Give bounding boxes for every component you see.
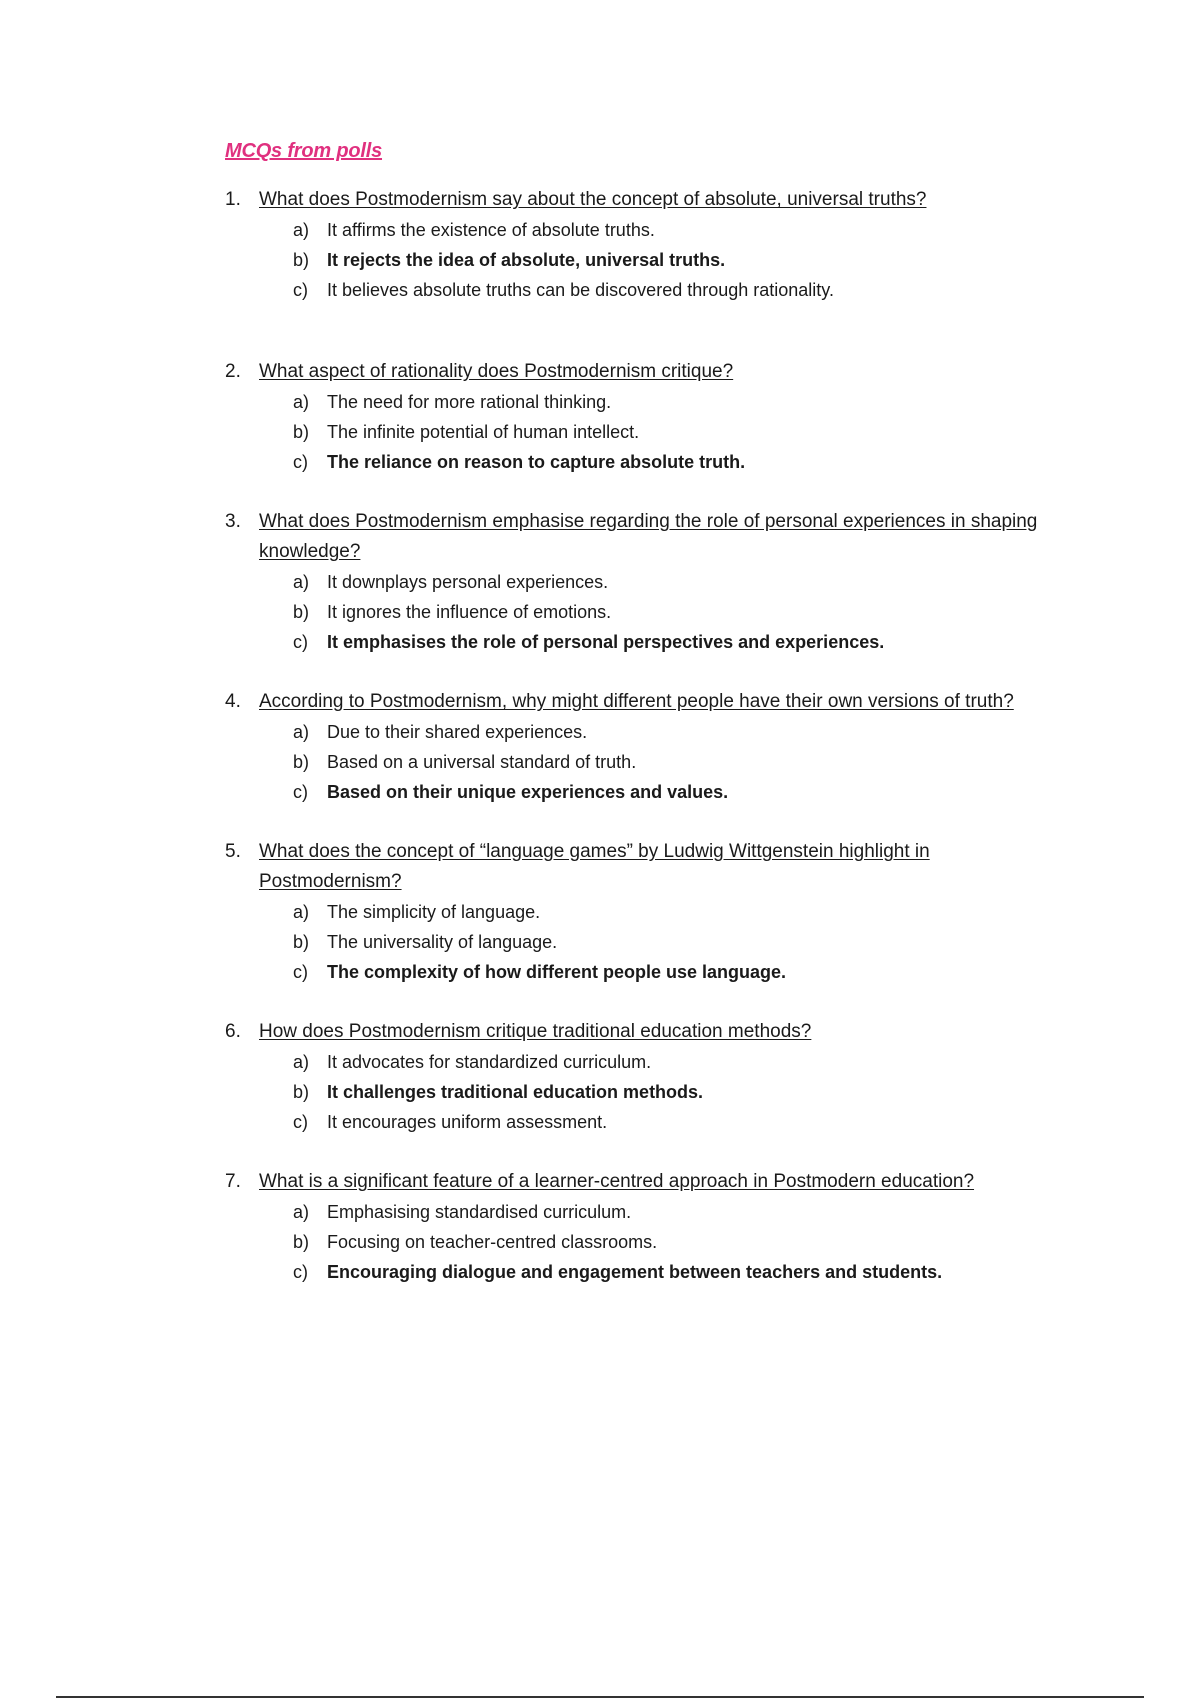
option-text: The complexity of how different people use language. [327, 962, 787, 982]
option-text: The infinite potential of human intellect. [327, 422, 640, 442]
option-letter: a) [293, 220, 310, 240]
option-b [293, 747, 1045, 777]
question-7 [225, 1167, 1045, 1287]
question-number: 1. [225, 189, 241, 210]
option-list [259, 215, 1045, 305]
option-letter: a) [293, 1202, 310, 1222]
option-letter: c) [293, 962, 308, 982]
option-b [293, 597, 1045, 627]
option-letter: c) [293, 280, 308, 300]
option-text: It believes absolute truths can be discovered through rationality. [327, 280, 834, 300]
option-letter: b) [293, 250, 310, 270]
option-c [293, 1107, 1045, 1137]
option-a [293, 897, 1045, 927]
option-letter: a) [293, 1052, 310, 1072]
question-number: 5. [225, 841, 241, 862]
option-text: Based on a universal standard of truth. [327, 752, 637, 772]
option-list [259, 1047, 1045, 1137]
option-text: Focusing on teacher-centred classrooms. [327, 1232, 658, 1252]
question-number: 3. [225, 511, 241, 532]
question-4 [225, 687, 1045, 807]
option-text: It advocates for standardized curriculum. [327, 1052, 652, 1072]
question-number: 7. [225, 1171, 241, 1192]
option-c-correct [293, 447, 1045, 477]
option-text: The universality of language. [327, 932, 558, 952]
option-b-correct [293, 1077, 1045, 1107]
option-text: Based on their unique experiences and values. [327, 782, 729, 802]
option-text: Due to their shared experiences. [327, 722, 588, 742]
option-a [293, 215, 1045, 245]
question-number: 4. [225, 691, 241, 712]
option-text: It ignores the influence of emotions. [327, 602, 612, 622]
option-text: It affirms the existence of absolute truths. [327, 220, 655, 240]
option-c-correct [293, 777, 1045, 807]
option-letter: b) [293, 602, 310, 622]
option-b-correct [293, 245, 1045, 275]
option-list [259, 1197, 1045, 1287]
page-title: MCQs from polls [225, 140, 383, 162]
option-text: It encourages uniform assessment. [327, 1112, 608, 1132]
option-letter: a) [293, 572, 310, 592]
option-list [259, 717, 1045, 807]
option-text: Encouraging dialogue and engagement between teachers and students. [327, 1262, 943, 1282]
option-letter: b) [293, 422, 310, 442]
question-text: What does Postmodernism emphasise regarding the role of personal experiences in shaping knowledge? [259, 511, 1038, 562]
question-text: What does Postmodernism say about the concept of absolute, universal truths? [259, 189, 927, 210]
option-text: The simplicity of language. [327, 902, 541, 922]
option-letter: c) [293, 452, 308, 472]
option-a [293, 1047, 1045, 1077]
option-text: It emphasises the role of personal perspectives and experiences. [327, 632, 885, 652]
option-a [293, 567, 1045, 597]
option-list [259, 897, 1045, 987]
option-a [293, 717, 1045, 747]
option-list [259, 387, 1045, 477]
option-letter: b) [293, 1232, 310, 1252]
option-b [293, 417, 1045, 447]
option-text: Emphasising standardised curriculum. [327, 1202, 632, 1222]
option-b [293, 927, 1045, 957]
question-text: What aspect of rationality does Postmodernism critique? [259, 361, 734, 382]
option-letter: c) [293, 1112, 308, 1132]
option-c-correct [293, 957, 1045, 987]
option-a [293, 387, 1045, 417]
option-a [293, 1197, 1045, 1227]
option-list [259, 567, 1045, 657]
option-letter: b) [293, 752, 310, 772]
option-letter: b) [293, 932, 310, 952]
option-letter: a) [293, 722, 310, 742]
option-c-correct [293, 1257, 1045, 1287]
option-letter: c) [293, 782, 308, 802]
option-text: The need for more rational thinking. [327, 392, 612, 412]
question-list [225, 185, 1045, 1287]
option-text: It challenges traditional education methods. [327, 1082, 704, 1102]
question-3 [225, 507, 1045, 657]
option-c-correct [293, 627, 1045, 657]
footer-rule [56, 1696, 1144, 1698]
question-text: What does the concept of “language games” by Ludwig Wittgenstein highlight in Postmodernism? [259, 841, 930, 892]
question-text: What is a significant feature of a learner-centred approach in Postmodern education? [259, 1171, 975, 1192]
option-letter: a) [293, 392, 310, 412]
option-letter: c) [293, 632, 308, 652]
question-text: According to Postmodernism, why might different people have their own versions of truth? [259, 691, 1014, 712]
question-2 [225, 357, 1045, 477]
option-letter: b) [293, 1082, 310, 1102]
option-c [293, 275, 1045, 305]
option-letter: c) [293, 1262, 308, 1282]
question-text: How does Postmodernism critique traditional education methods? [259, 1021, 812, 1042]
question-6 [225, 1017, 1045, 1137]
option-text: The reliance on reason to capture absolute truth. [327, 452, 746, 472]
option-text: It rejects the idea of absolute, universal truths. [327, 250, 726, 270]
question-5 [225, 837, 1045, 987]
option-letter: a) [293, 902, 310, 922]
option-b [293, 1227, 1045, 1257]
question-number: 6. [225, 1021, 241, 1042]
question-number: 2. [225, 361, 241, 382]
option-text: It downplays personal experiences. [327, 572, 609, 592]
question-1 [225, 185, 1045, 305]
